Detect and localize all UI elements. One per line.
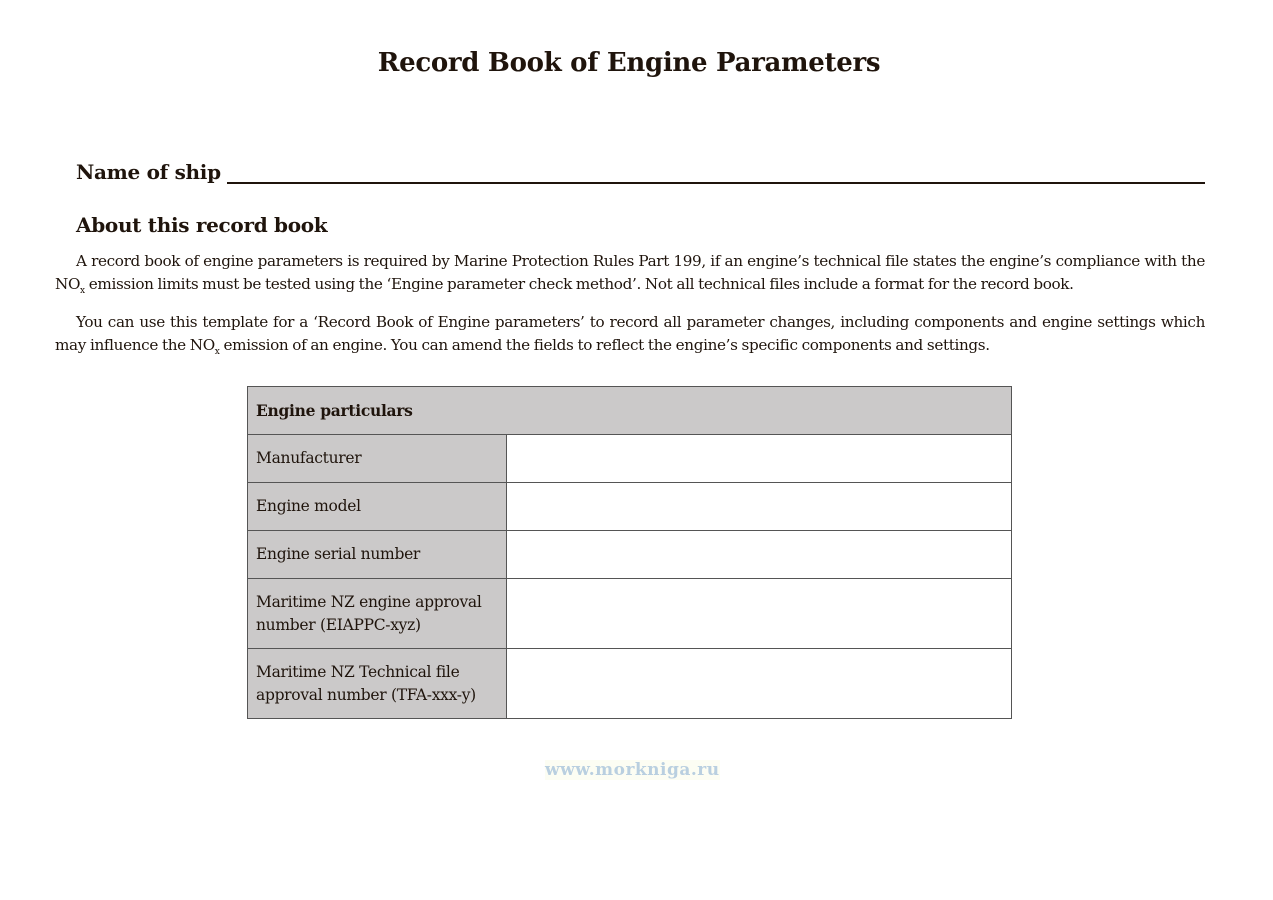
row-label-engine-model: Engine model xyxy=(248,483,507,531)
engine-particulars-table xyxy=(247,386,1012,719)
paragraph-text: You can use this template for a ‘Record Book of Engine parameters’ to record all parameter changes, including components and engine settings which may influence the NO xyxy=(55,313,1205,354)
table-header: Engine particulars xyxy=(248,387,1012,435)
row-label-engine-approval: Maritime NZ engine approval number (EIAPPC-xyz) xyxy=(248,579,507,649)
table-row xyxy=(248,579,1012,649)
row-label-technical-file-approval: Maritime NZ Technical file approval number (TFA-xxx-y) xyxy=(248,649,507,719)
intro-paragraph-2 xyxy=(55,311,1205,357)
table-row xyxy=(248,531,1012,579)
row-value-manufacturer[interactable] xyxy=(507,435,1012,483)
table-row xyxy=(248,649,1012,719)
ship-name-label: Name of ship xyxy=(76,160,221,184)
table-header-row xyxy=(248,387,1012,435)
paragraph-text: emission limits must be tested using the ‘Engine parameter check method’. Not all technical files include a format for the record book. xyxy=(84,275,1074,293)
table-row xyxy=(248,435,1012,483)
row-value-technical-file-approval[interactable] xyxy=(507,649,1012,719)
ship-name-row xyxy=(76,160,1205,184)
row-label-serial-number: Engine serial number xyxy=(248,531,507,579)
paragraph-text: emission of an engine. You can amend the fields to reflect the engine’s specific components and settings. xyxy=(219,336,990,354)
page-title: Record Book of Engine Parameters xyxy=(377,48,881,78)
subscript: x xyxy=(80,286,85,296)
row-value-serial-number[interactable] xyxy=(507,531,1012,579)
ship-name-field[interactable] xyxy=(227,160,1205,184)
row-value-engine-model[interactable] xyxy=(507,483,1012,531)
watermark: www.morkniga.ru xyxy=(545,760,720,780)
intro-paragraph-1 xyxy=(55,250,1205,296)
subscript: x xyxy=(214,347,220,357)
row-label-manufacturer: Manufacturer xyxy=(248,435,507,483)
section-heading: About this record book xyxy=(76,213,328,237)
table-row xyxy=(248,483,1012,531)
row-value-engine-approval[interactable] xyxy=(507,579,1012,649)
paragraph-text: A record book of engine parameters is required by Marine Protection Rules Part 199, if an engine’s technical file states the engine’s compliance with the NO xyxy=(55,252,1205,293)
